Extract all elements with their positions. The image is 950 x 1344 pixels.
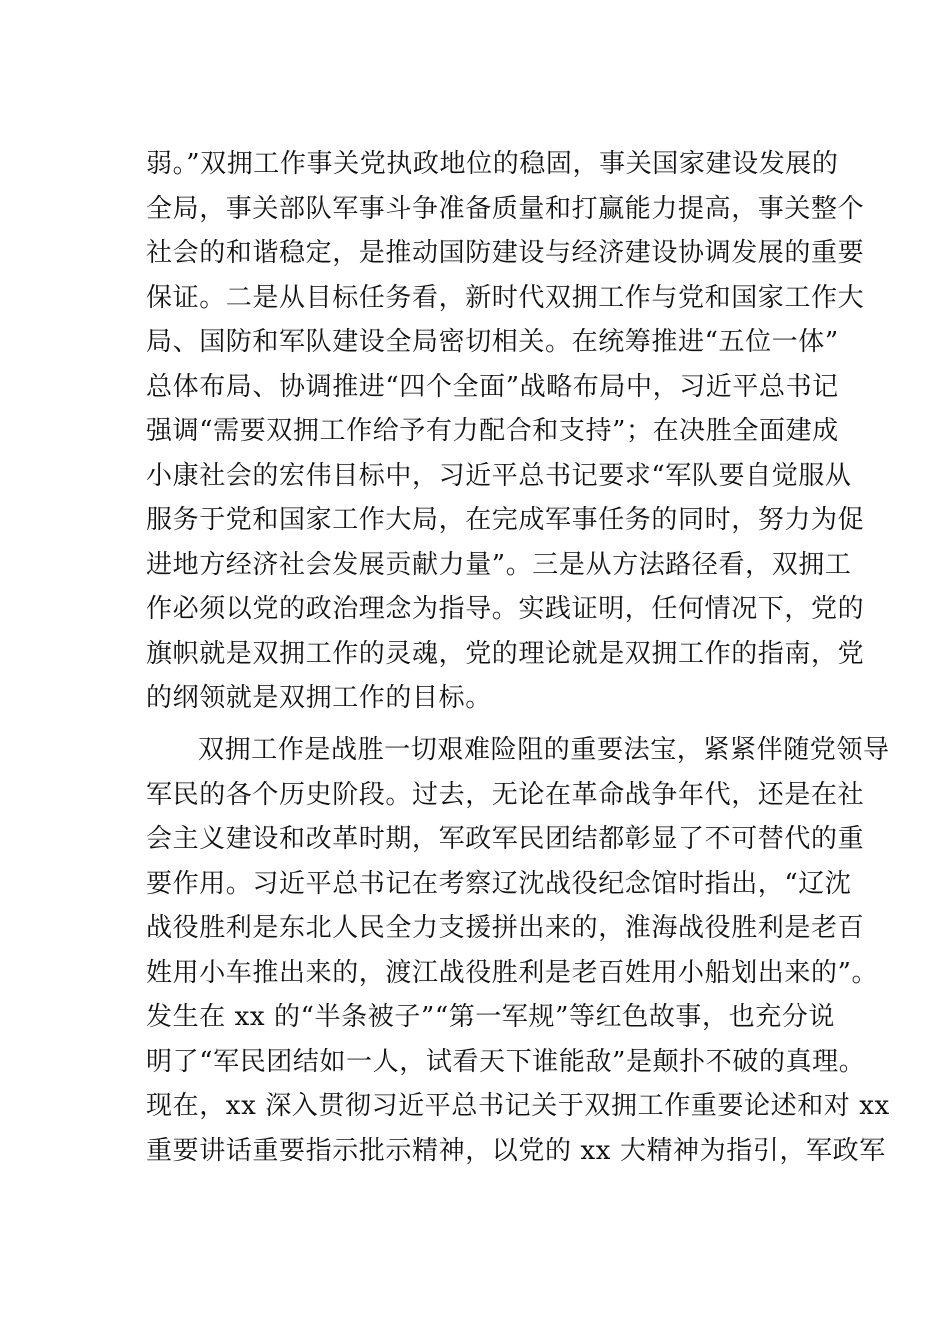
text-line: 全局，事关部队军事斗争准备质量和打赢能力提高，事关整个	[146, 193, 865, 224]
text-line: 弱。”双拥工作事关党执政地位的稳固，事关国家建设发展的	[146, 149, 839, 179]
text-line: 战役胜利是东北人民全力支援拼出来的，淮海战役胜利是老百	[146, 913, 865, 943]
text-line: 局、国防和军队建设全局密切相关。在统筹推进“五位一体”	[146, 327, 839, 357]
text-line: 强调“需要双拥工作给予有力配合和支持”；在决胜全面建成	[146, 416, 839, 446]
text-line: 要作用。习近平总书记在考察辽沈战役纪念馆时指出，“辽沈	[146, 868, 852, 899]
text-line: 社会的和谐稳定，是推动国防建设与经济建设协调发展的重要	[146, 238, 865, 268]
text-line: 的纲领就是双拥工作的目标。	[146, 683, 492, 713]
text-line: 重要讲话重要指示批示精神，以党的 xx 大精神为指引，军政军	[146, 1135, 886, 1166]
text-line: 军民的各个历史阶段。过去，无论在革命战争年代，还是在社	[146, 779, 865, 810]
text-line: 姓用小车推出来的，渡江战役胜利是老百姓用小船划出来的”。	[146, 957, 879, 988]
paragraph-2	[146, 728, 890, 1173]
text-line: 小康社会的宏伟目标中，习近平总书记要求“军队要自觉服从	[146, 460, 852, 491]
text-line: 明了“军民团结如一人，试看天下谁能敌”是颠扑不破的真理。	[146, 1046, 866, 1077]
paragraph-1	[146, 142, 865, 721]
text-line: 进地方经济社会发展贡献力量”。三是从方法路径看，双拥工	[146, 549, 852, 580]
text-line-first: 双拥工作是战胜一切艰难险阻的重要法宝，紧紧伴随党领导	[198, 735, 890, 765]
text-line: 总体布局、协调推进“四个全面”战略布局中，习近平总书记	[146, 371, 839, 402]
text-line: 会主义建设和改革时期，军政军民团结都彰显了不可替代的重	[146, 824, 865, 854]
text-line: 旗帜就是双拥工作的灵魂，党的理论就是双拥工作的指南，党	[146, 638, 865, 669]
text-line: 服务于党和国家工作大局，在完成军事任务的同时，努力为促	[146, 505, 865, 535]
text-line: 保证。二是从目标任务看，新时代双拥工作与党和国家工作大	[146, 282, 865, 313]
text-line: 发生在 xx 的“半条被子”“第一军规”等红色故事，也充分说	[146, 1002, 836, 1032]
text-line: 现在，xx 深入贯彻习近平总书记关于双拥工作重要论述和对 xx	[146, 1091, 890, 1121]
text-line: 作必须以党的政治理念为指导。实践证明，任何情况下，党的	[146, 594, 865, 624]
